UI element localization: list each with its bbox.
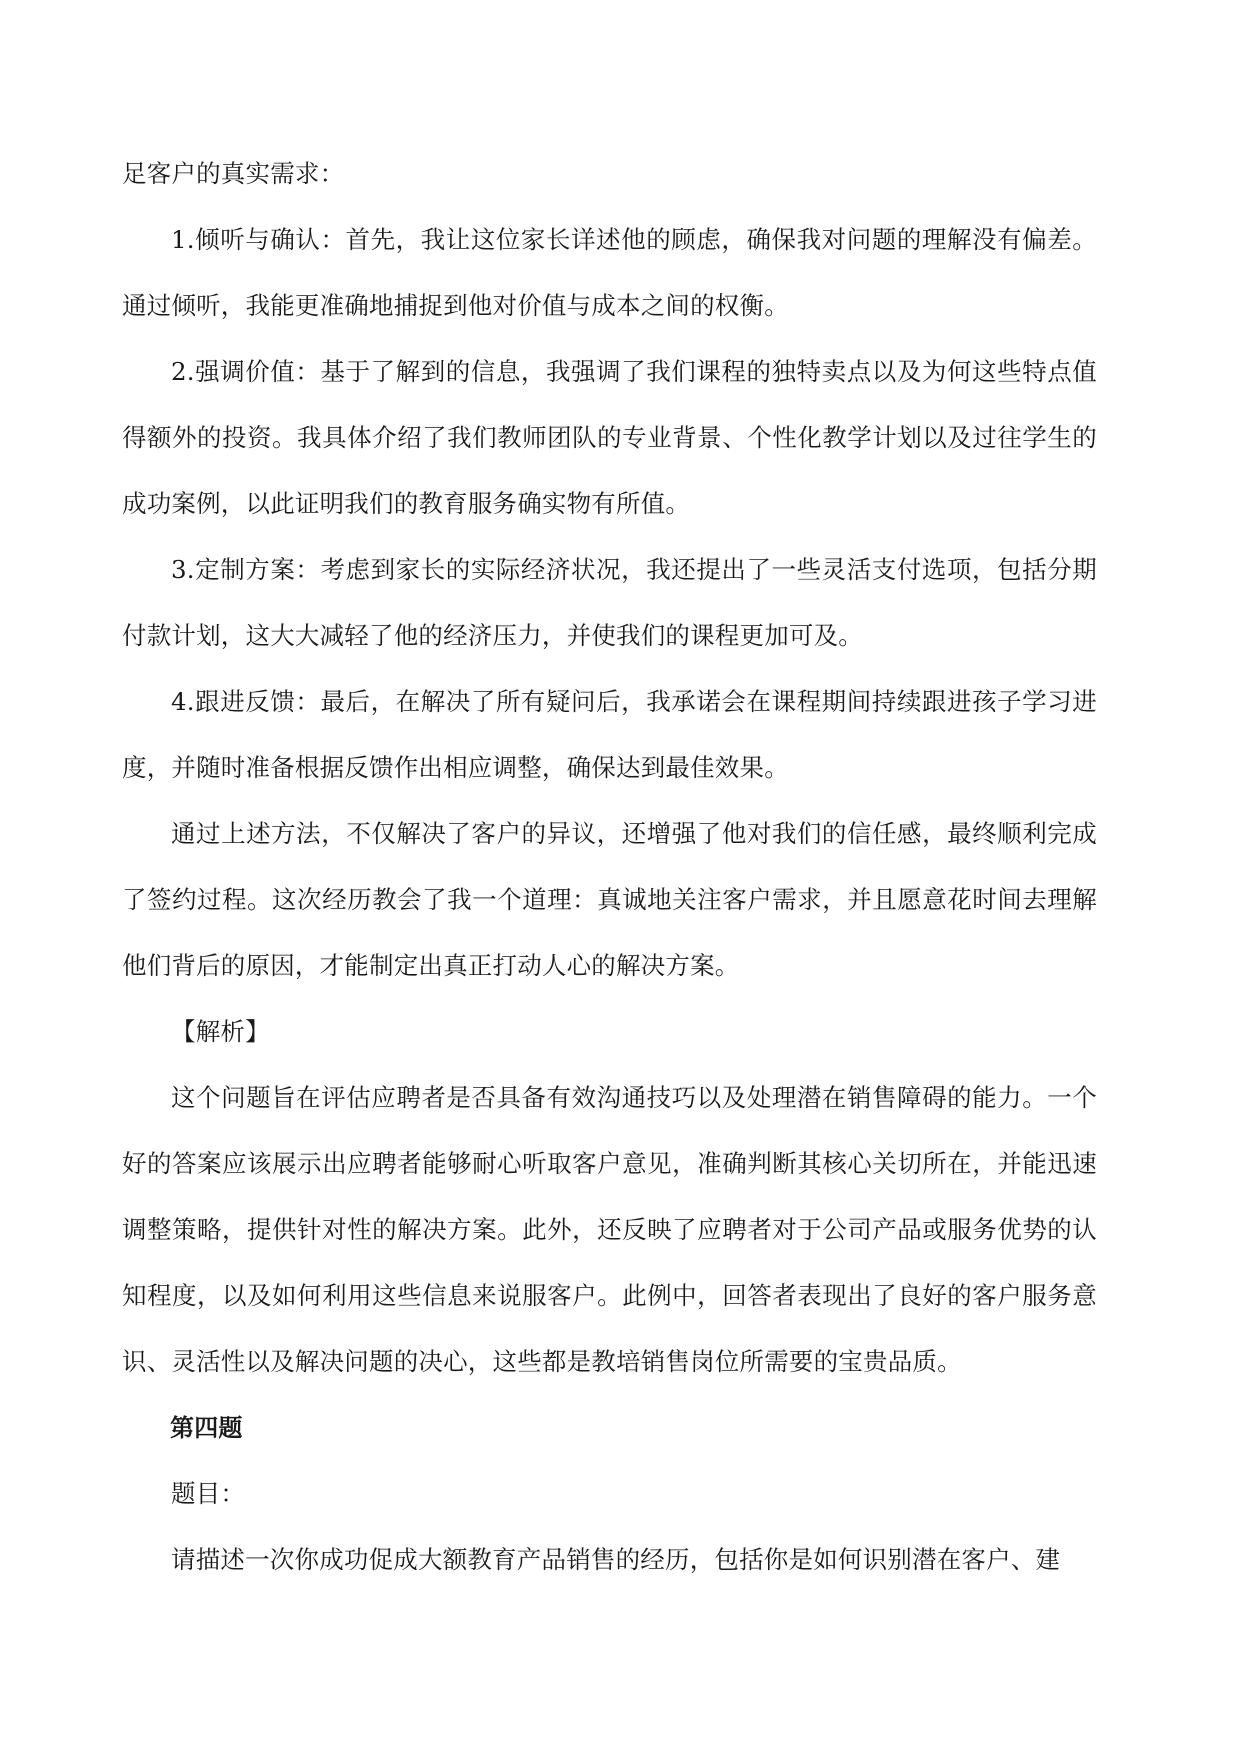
- question-label: 题目：: [171, 1479, 246, 1508]
- paragraph-continuation: 足客户的真实需求：: [122, 159, 345, 188]
- page-content: [122, 141, 1097, 1593]
- paragraph-question: 请描述一次你成功促成大额教育产品销售的经历，包括你是如何识别潜在客户、建: [171, 1545, 1061, 1574]
- paragraph-step-custom-plan: 3.定制方案：考虑到家长的实际经济状况，我还提出了一些灵活支付选项，包括分期付款计划，这大大减轻了他的经济压力，并使我们的课程更加可及。: [122, 555, 1097, 650]
- analysis-label: 【解析】: [171, 1017, 270, 1046]
- paragraph-summary: 通过上述方法，不仅解决了客户的异议，还增强了他对我们的信任感，最终顺利完成了签约过程。这次经历教会了我一个道理：真诚地关注客户需求，并且愿意花时间去理解他们背后的原因，才能制定出真正打动人心的解决方案。: [122, 819, 1097, 980]
- paragraph-step-listen: 1.倾听与确认：首先，我让这位家长详述他的顾虑，确保我对问题的理解没有偏差。通过倾听，我能更准确地捕捉到他对价值与成本之间的权衡。: [122, 225, 1097, 320]
- paragraph-analysis: 这个问题旨在评估应聘者是否具备有效沟通技巧以及处理潜在销售障碍的能力。一个好的答案应该展示出应聘者能够耐心听取客户意见，准确判断其核心关切所在，并能迅速调整策略，提供针对性的解决方案。此外，还反映了应聘者对于公司产品或服务优势的认知程度，以及如何利用这些信息来说服客户。此例中，回答者表现出了良好的客户服务意识、灵活性以及解决问题的决心，这些都是教培销售岗位所需要的宝贵品质。: [122, 1083, 1097, 1376]
- paragraph-step-follow-up: 4.跟进反馈：最后，在解决了所有疑问后，我承诺会在课程期间持续跟进孩子学习进度，并随时准备根据反馈作出相应调整，确保达到最佳效果。: [122, 687, 1097, 782]
- section-heading: 第四题: [170, 1414, 243, 1442]
- paragraph-step-value: 2.强调价值：基于了解到的信息，我强调了我们课程的独特卖点以及为何这些特点值得额外的投资。我具体介绍了我们教师团队的专业背景、个性化教学计划以及过往学生的成功案例，以此证明我们的教育服务确实物有所值。: [122, 357, 1097, 518]
